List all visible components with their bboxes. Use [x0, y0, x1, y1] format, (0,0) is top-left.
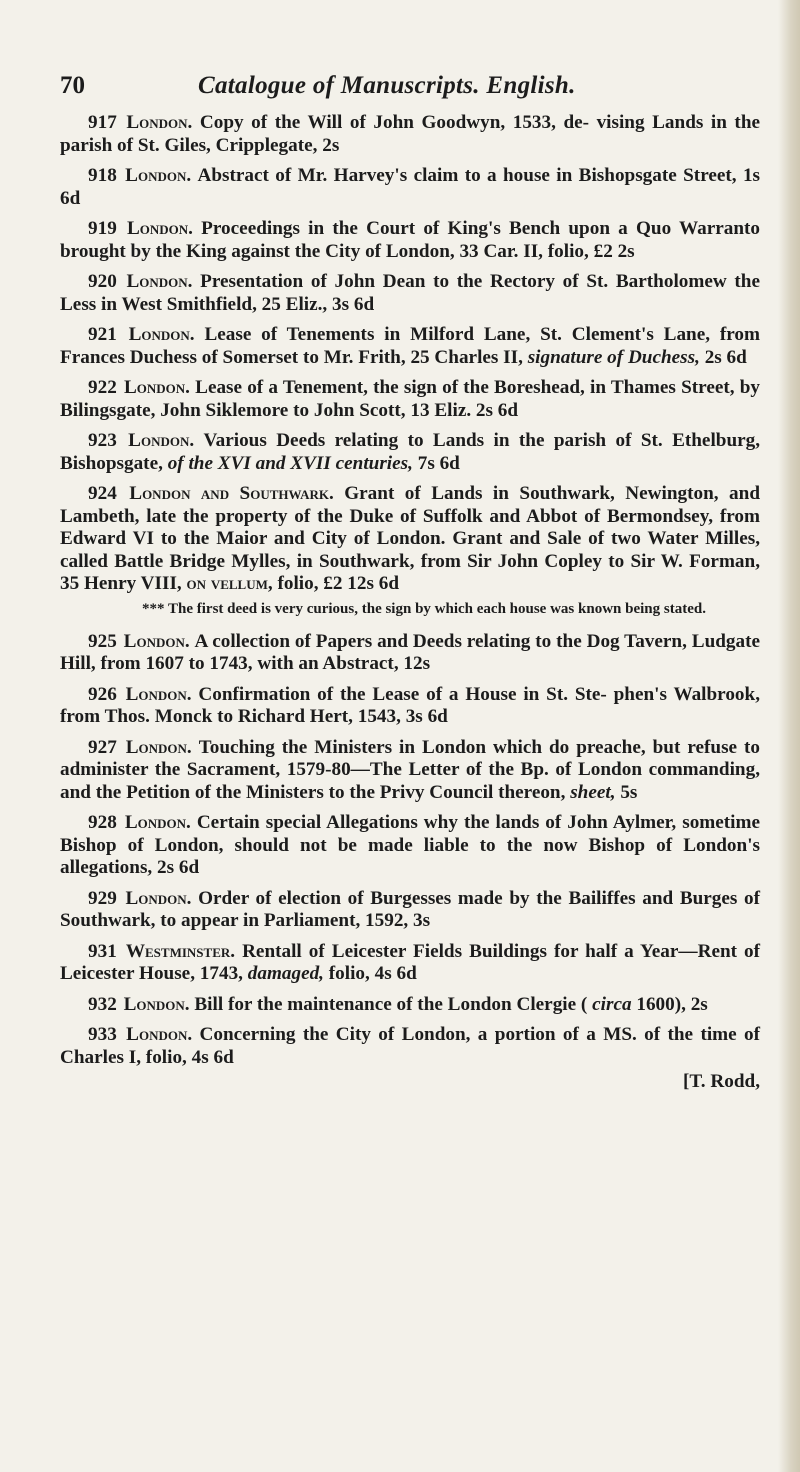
entry-place: London. [126, 218, 202, 239]
lot-number: 917 [88, 112, 125, 133]
entry-place: London. [125, 887, 199, 909]
entry-place: London. [125, 165, 198, 186]
catalogue-entry [60, 377, 760, 422]
catalogue-entry [60, 112, 760, 157]
entry-description: A collection of Papers and Deeds relating to the Dog Tavern, Ludgate Hill, from 1607 to 1743, with an Abstract, 12s [60, 630, 760, 674]
entry-description: Order of election of Burgesses made by the Bailiffes and Burges of Southwark, to appear in Parliament, 1592, 3s [60, 887, 761, 931]
page-number: 70 [60, 72, 85, 99]
entry-description: Certain special Allegations why the lands of John Aylmer, sometime Bishop of London, should not be made liable to the now Bishop of London's allegations, 2s 6d [60, 812, 761, 878]
lot-number: 927 [88, 736, 124, 758]
entry-place: Westminster. [125, 940, 243, 962]
running-head: Catalogue of Manuscripts. English. [198, 72, 576, 99]
catchword: [T. Rodd, [683, 1071, 760, 1092]
entry-place: London. [128, 324, 205, 345]
entry-italic: signature of Duchess, [527, 346, 705, 368]
entry-place: London. [128, 430, 204, 451]
catalogue-entry [60, 324, 760, 369]
entry-place: London. [125, 736, 199, 758]
entry-description: Rentall of Leicester Fields Buildings for half a Year—Rent of Leicester House, 1743, [60, 940, 761, 984]
entry-place: London. [126, 1024, 200, 1045]
catalogue-entry [60, 483, 760, 596]
entry-smallcaps: on vellum, [186, 573, 278, 594]
catalogue-entry [60, 165, 760, 210]
entry-place: London. [123, 993, 195, 1015]
entry-description: Bill for the maintenance of the London Clergie ( [194, 993, 593, 1015]
catalogue-entry [60, 684, 760, 729]
entries-list [60, 112, 760, 1069]
entry-italic: circa [592, 993, 637, 1015]
catalogue-page [60, 72, 760, 1093]
entry-italic: of the XVI and XVII centuries, [167, 452, 418, 474]
entry-description: Grant of Lands in Southwark, Newington, and Lambeth, late the property of the Duke of Suffolk and Abbot of Bermondsey, from Edward VI to the Maior and City of London. Grant and Sale of two Water Milles, called Battle Bridge Mylles, in Southwark, from Sir John Copley to Sir W. Forman, 35 Henry VIII, [60, 483, 760, 594]
entry-description: Proceedings in the Court of King's Bench upon a Quo Warranto brought by the King against the City of London, 33 Car. II, folio, £2 2s [60, 218, 761, 262]
lot-number: 920 [88, 271, 125, 292]
lot-number: 924 [88, 483, 128, 504]
lot-number: 922 [88, 377, 122, 398]
page-header [60, 72, 760, 112]
entry-description: Touching the Ministers in London which do preache, but refuse to administer the Sacrament, 1579-80—The Letter of the Bp. of London commanding, and the Petition of the Ministers to the Privy Council thereon, [60, 736, 761, 803]
entry-place: London. [126, 112, 200, 133]
catalogue-entry [60, 812, 760, 880]
catalogue-entry [60, 888, 760, 933]
catalogue-entry [60, 218, 760, 263]
entry-description: Copy of the Will of John Goodwyn, 1533, de- vising Lands in the parish of St. Giles, Cripplegate, 2s [60, 112, 761, 156]
entry-description: Lease of a Tenement, the sign of the Boreshead, in Thames Street, by Bilingsgate, John Siklemore to John Scott, 13 Eliz. 2s 6d [60, 377, 760, 421]
entry-price: 2s 6d [704, 346, 747, 368]
catalogue-entry [60, 1024, 760, 1069]
entry-note: *** The first deed is very curious, the sign by which each house was known being stated. [142, 600, 706, 617]
entry-description: Lease of Tenements in Milford Lane, St. Clement's Lane, from Frances Duchess of Somerset to Mr. Frith, 25 Charles II, [60, 324, 761, 368]
entry-description: Concerning the City of London, a portion of a MS. of the time of Charles I, folio, 4s 6d [60, 1024, 761, 1068]
catalogue-entry [60, 737, 760, 805]
catalogue-entry [60, 994, 760, 1017]
entry-price: 5s [620, 781, 638, 803]
entry-description: Confirmation of the Lease of a House in St. Ste- phen's Walbrook, from Thos. Monck to Richard Hert, 1543, 3s 6d [60, 683, 760, 727]
entry-price: folio, 4s 6d [328, 963, 417, 984]
entry-italic: sheet, [570, 781, 621, 803]
page-edge-shadow [778, 0, 800, 1472]
lot-number: 929 [88, 887, 124, 909]
lot-number: 928 [88, 812, 123, 833]
catalogue-entry [60, 631, 760, 676]
lot-number: 925 [88, 630, 122, 652]
catalogue-entry [60, 271, 760, 316]
entry-place: London. [123, 630, 195, 652]
lot-number: 921 [88, 324, 127, 345]
lot-number: 919 [88, 218, 125, 239]
lot-number: 918 [88, 165, 124, 186]
entry-description: Abstract of Mr. Harvey's claim to a house in Bishopsgate Street, 1s 6d [60, 165, 761, 209]
entry-place: London. [125, 683, 199, 705]
entry-place: London. [123, 377, 196, 398]
lot-number: 933 [88, 1024, 125, 1045]
entry-description: Various Deeds relating to Lands in the parish of St. Ethelburg, Bishopsgate, [60, 430, 761, 474]
entry-place: London. [124, 812, 197, 833]
entry-italic: damaged, [247, 963, 329, 984]
entry-description: Presentation of John Dean to the Rectory of St. Bartholomew the Less in West Smithfield, 25 Eliz., 3s 6d [60, 271, 760, 315]
catalogue-entry [60, 941, 760, 986]
lot-number: 926 [88, 683, 124, 705]
catalogue-entry [60, 430, 760, 475]
entry-price: 7s 6d [417, 452, 460, 474]
lot-number: 932 [88, 993, 122, 1015]
entry-price: 1600), 2s [636, 993, 708, 1015]
entry-price: folio, £2 12s 6d [277, 573, 400, 594]
entry-place: London and Southwark. [129, 483, 345, 504]
lot-number: 931 [88, 940, 124, 962]
lot-number: 923 [88, 430, 127, 451]
entry-place: London. [126, 271, 201, 292]
